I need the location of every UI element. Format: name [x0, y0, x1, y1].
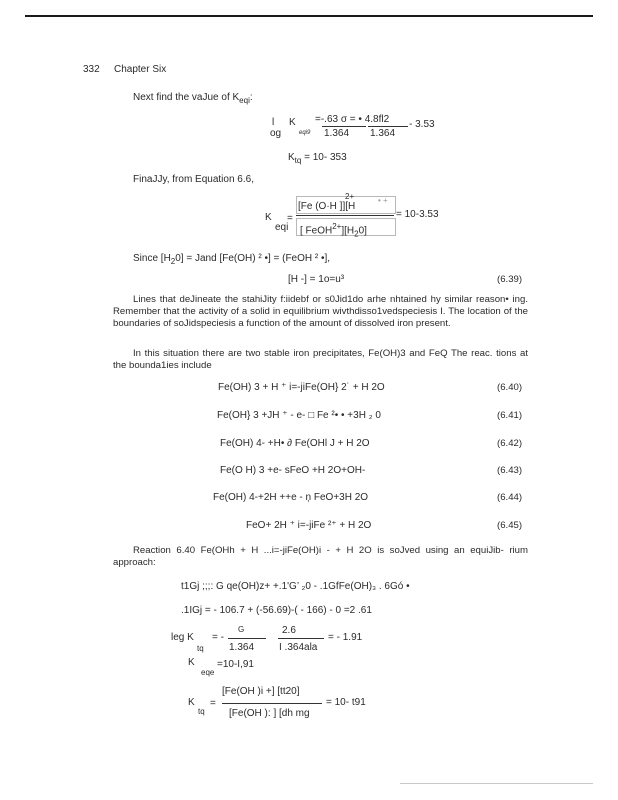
equation-line: Fe(OH) 4-+2H ++e - ņ FeO+3H 2O — [213, 492, 369, 503]
equation-number: (6.42) — [497, 438, 523, 449]
fraction-bar — [322, 126, 366, 127]
keqi-sub: eqi — [275, 222, 289, 233]
equation-result: - 3.53 — [409, 119, 435, 130]
keqi-equals: = — [287, 213, 293, 224]
equation-log-sub: tq — [197, 644, 204, 653]
equation-denominator: 1.364 — [324, 128, 350, 139]
equation-line: Fe(O H) 3 +e- sFeO +H 2O+OH- — [220, 465, 366, 476]
equation-line: Fe(OH) 3 + H ⁺ i=-jiFe(OH} 2˙ + H 2O — [218, 382, 385, 393]
equation-k-sub: eqi9 — [299, 130, 311, 136]
equation-number: (6.43) — [497, 465, 523, 476]
fraction-bar — [278, 638, 324, 639]
page-number: 332 — [83, 64, 100, 75]
equation-line: t1Gj ;;;: G qe(OH)z+ +.1'G’ ₂0 - .1GfFe(OH)₃ . 6Gó • — [181, 581, 410, 592]
equation-denominator: I .364ala — [279, 642, 318, 653]
equation-ktq-final: K — [188, 697, 195, 708]
text-line: Since $[H_20]$ = Jand [Fe(OH) ² •] = (FeOH ² •], — [133, 253, 331, 266]
paragraph: In this situation there are two stable iron precipitates, Fe(OH)3 and FeQ The reac. tions at the bounda1ies include — [113, 348, 528, 371]
equation-line: Fe(OH) 4- +H• ∂ Fe(OHl J + H 2O — [220, 438, 370, 449]
text-line: FinaJJy, from Equation 6.6, — [133, 174, 254, 185]
equation-keq: K — [188, 657, 195, 668]
paragraph: Reaction 6.40 Fe(OHh + H ...i=-jiFe(OH)i - + H 2O is soJved using an equiJib- rium approach: — [113, 545, 528, 568]
fraction-bar — [296, 215, 394, 216]
keqi-label: K — [265, 212, 272, 223]
keqi-denominator: [ $FeOH^{2+}][H_20]$ — [300, 222, 367, 239]
equation-h: [H -] = 1o=u³ — [288, 274, 345, 285]
equation-number: (6.41) — [497, 410, 523, 421]
equation-log-k-label: og — [270, 128, 282, 139]
equation-equals: = — [210, 698, 216, 709]
equation-numerator: [Fe(OH )i +] [tt20] — [222, 686, 300, 697]
equation-line: FeO+ 2H ⁺ i=-jiFe ²⁺ + H 2O — [246, 520, 372, 531]
equation-denominator: 1.364 — [370, 128, 396, 139]
fraction-bar — [228, 638, 266, 639]
equation-equals: = - — [212, 632, 224, 643]
equation-ktq-final-sub: tq — [198, 707, 205, 716]
bottom-rule — [400, 783, 593, 784]
equation-result: = 10- t91 — [326, 697, 366, 708]
equation-numerator: G — [238, 625, 245, 634]
fraction-bar — [368, 126, 408, 127]
equation-keq-sub: eqe — [201, 668, 215, 677]
keqi-result: = 10-3.53 — [396, 209, 439, 220]
equation-line: .1IGj = - 106.7 + (-56.69)-( - 166) - 0 =2 .61 — [181, 605, 372, 616]
chapter-title: Chapter Six — [114, 64, 167, 75]
text-line: Next find the vaJue of $K_{eqi}$: — [133, 92, 253, 105]
keqi-sup: • + — [378, 196, 388, 205]
equation-number: (6.44) — [497, 492, 523, 503]
fraction-bar — [222, 703, 322, 704]
top-rule — [25, 15, 593, 17]
paragraph: Lines that deJineate the stahiJity f:iidebf or s0Jid1do arhe nhtained hy similar reason• ing. Remember that the activity of a solid in equilibrium wivthdisso1vedspeciesis I. The location of the boundaries of soJidspeciesis a function of the amount of dissolved iron present. — [113, 294, 528, 329]
equation-result: = - 1.91 — [328, 632, 363, 643]
keqi-numerator: [Fe (O·H ]][H — [298, 201, 356, 212]
equation-denominator: 1.364 — [229, 642, 255, 653]
equation-numerator: 2.6 — [282, 625, 296, 636]
equation-ktq: $K_{tq} = 10-$ 353 — [288, 152, 347, 165]
equation-keq-value: =10-I,91 — [217, 659, 254, 670]
equation-number: (6.45) — [497, 520, 523, 531]
equation-k: K — [289, 117, 296, 128]
equation-denominator: [Fe(OH ): ] [dh mg — [229, 708, 310, 719]
equation-number: (6.39) — [497, 274, 523, 285]
equation-line: Fe(OH} 3 +JH ⁺ - e- □ Fe ²• • +3H ₂ 0 — [217, 410, 381, 421]
equation-log-label: leg K — [171, 632, 194, 643]
equation-log-k-label: l — [272, 117, 275, 128]
keqi-sup: 2+ — [345, 192, 355, 201]
equation-number: (6.40) — [497, 382, 523, 393]
equation-numerator: =-.63 σ = • 4.8fl2 — [315, 114, 390, 125]
